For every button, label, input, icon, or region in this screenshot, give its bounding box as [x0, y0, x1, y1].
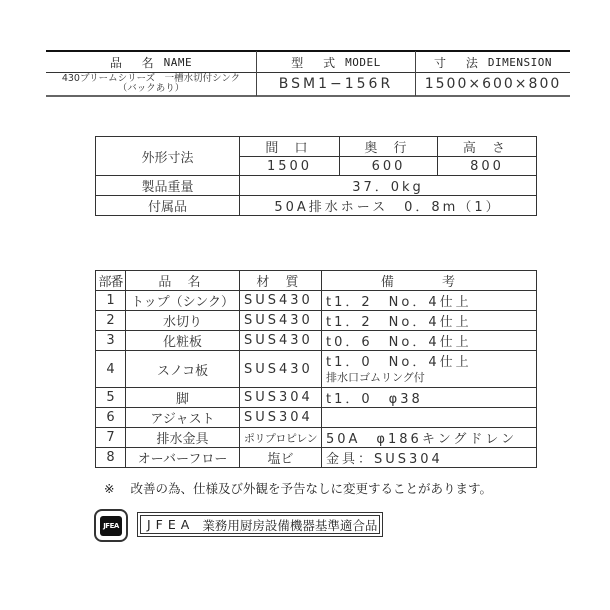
product-name: [46, 73, 256, 95]
accessories-value: 50A排水ホース 0．8m（1）: [240, 196, 537, 216]
part-remarks: t0．6 No．4仕上: [322, 331, 537, 351]
part-remarks: 50A φ186キングドレン: [322, 428, 537, 448]
part-remarks: 金具：SUS304: [322, 448, 537, 468]
table-row: [96, 388, 537, 408]
part-no: 7: [96, 428, 126, 448]
accessories-label: 付属品: [96, 196, 240, 216]
part-no: 8: [96, 448, 126, 468]
table-row: [96, 311, 537, 331]
part-material: SUS430: [240, 351, 322, 388]
part-name: 化粧板: [126, 331, 240, 351]
part-material: SUS430: [240, 291, 322, 311]
width-value: 1500: [240, 157, 340, 176]
name-header-ja: 品 名: [109, 55, 162, 70]
part-remarks: [322, 408, 537, 428]
table-row: [96, 408, 537, 428]
part-no: 5: [96, 388, 126, 408]
part-name: オーバーフロー: [126, 448, 240, 468]
part-name: 水切り: [126, 311, 240, 331]
depth-value: 600: [340, 157, 438, 176]
parts-table: [95, 270, 537, 468]
part-no: 2: [96, 311, 126, 331]
certification-badge: [137, 512, 383, 537]
part-material: SUS304: [240, 388, 322, 408]
part-no: 6: [96, 408, 126, 428]
part-name: 排水金具: [126, 428, 240, 448]
part-name: トップ（シンク）: [126, 291, 240, 311]
dimension-header-ja: 寸 法: [434, 55, 486, 70]
part-remarks: t1．0 φ38: [322, 388, 537, 408]
width-label: 間 口: [240, 137, 340, 157]
part-material: ポリプロピレン: [240, 428, 322, 448]
product-name-line1: 430ブリームシリーズ 一槽水切付シンク: [61, 73, 241, 84]
disclaimer-notice: [104, 479, 492, 497]
certification-badge-inner: [140, 515, 380, 534]
part-remarks: [322, 351, 537, 388]
part-no: 4: [96, 351, 126, 388]
dimension-value: 1500×600×800: [424, 76, 562, 92]
part-material: SUS430: [240, 311, 322, 331]
disclaimer-text: 改善の為、仕様及び外観を予告なしに変更することがあります。: [130, 481, 492, 496]
title-table: [46, 50, 570, 97]
name-header: [46, 52, 256, 72]
remarks-header: 備 考: [322, 271, 537, 291]
part-no: 3: [96, 331, 126, 351]
certification-abbr: JFEA: [147, 517, 195, 532]
outer-dimensions-label: 外形寸法: [96, 137, 240, 176]
part-name: 脚: [126, 388, 240, 408]
reference-mark: ※: [104, 481, 115, 496]
dimension-header-en: DIMENSION: [487, 55, 552, 69]
table-row: [96, 428, 537, 448]
part-material: SUS304: [240, 408, 322, 428]
model-header-en: MODEL: [345, 55, 381, 69]
jfea-logo-icon: [94, 509, 128, 542]
part-material: SUS430: [240, 331, 322, 351]
depth-label: 奥 行: [340, 137, 438, 157]
part-remarks-line1: t1．0 No．4仕上: [326, 354, 472, 370]
part-material: 塩ビ: [240, 448, 322, 468]
model-header: [257, 52, 415, 72]
part-remarks: t1．2 No．4仕上: [322, 311, 537, 331]
product-name-line2: （バックあり）: [117, 83, 185, 94]
divider: [46, 95, 570, 97]
spec-table: [95, 136, 537, 216]
name-header-en: NAME: [163, 55, 193, 69]
part-name: アジャスト: [126, 408, 240, 428]
parts-header-row: [96, 271, 537, 291]
table-row: [96, 351, 537, 388]
table-row: [96, 331, 537, 351]
model-header-ja: 型 式: [291, 55, 344, 70]
table-row: [96, 448, 537, 468]
height-label: 高 さ: [438, 137, 537, 157]
part-remarks: t1．2 No．4仕上: [322, 291, 537, 311]
table-row: [96, 291, 537, 311]
part-name-header: 品 名: [126, 271, 240, 291]
part-name: スノコ板: [126, 351, 240, 388]
part-no-header: 部番: [96, 271, 126, 291]
jfea-logo-mark: JFEA: [100, 516, 122, 536]
part-remarks-line2: 排水口ゴムリング付: [326, 370, 425, 384]
weight-label: 製品重量: [96, 176, 240, 196]
part-no: 1: [96, 291, 126, 311]
model-value: BSM1−156R: [278, 76, 394, 92]
material-header: 材 質: [240, 271, 322, 291]
weight-value: 37．0kg: [240, 176, 537, 196]
dimension-header: [416, 52, 570, 72]
height-value: 800: [438, 157, 537, 176]
certification-text: 業務用厨房設備機器基準適合品: [202, 517, 378, 533]
